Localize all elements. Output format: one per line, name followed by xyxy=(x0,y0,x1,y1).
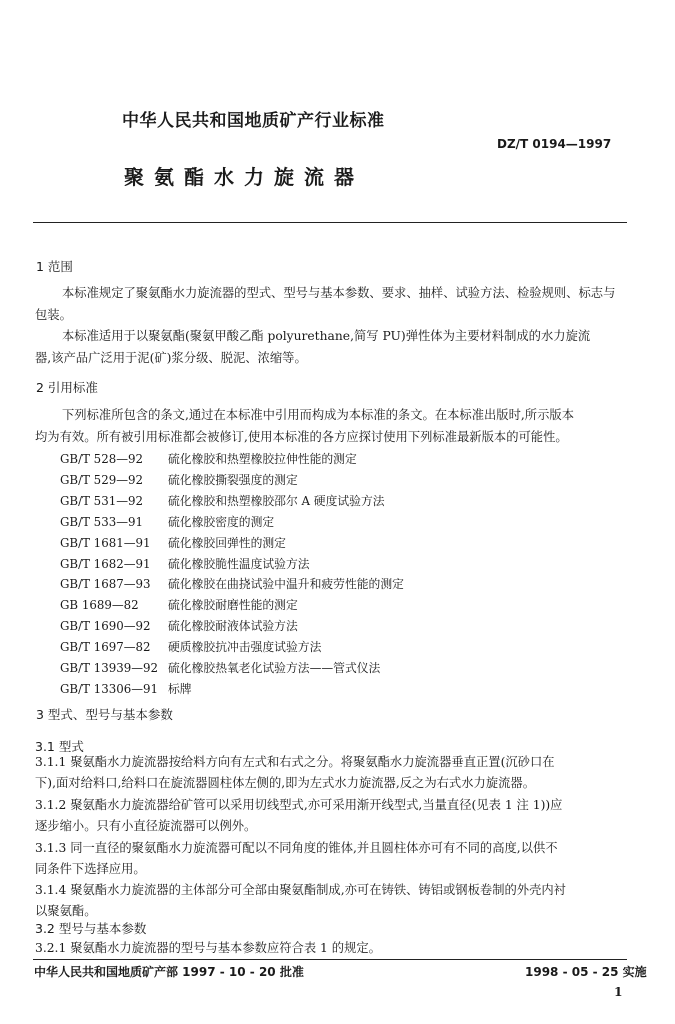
paragraph-line: 3.2.1 聚氨酯水力旋流器的型号与基本参数应符合表 1 的规定。 xyxy=(35,941,381,955)
reference-title: 硫化橡胶脆性温度试验方法 xyxy=(168,556,310,571)
paragraph-line: 3.1.4 聚氨酯水力旋流器的主体部分可全部由聚氨酯制成,亦可在铸铁、铸铝或钢板卷制的外壳内衬 xyxy=(35,883,566,897)
reference-code: GB/T 528—92 xyxy=(60,452,144,466)
approval-note: 中华人民共和国地质矿产部 1997 - 10 - 20 批准 xyxy=(34,965,304,979)
reference-item xyxy=(60,555,310,572)
reference-code: GB/T 1697—82 xyxy=(60,640,151,655)
reference-item xyxy=(60,638,321,655)
standard-code: DZ/T 0194—1997 xyxy=(497,137,612,151)
reference-title: 硫化橡胶在曲挠试验中温升和疲劳性能的测定 xyxy=(168,577,404,592)
reference-title: 硫化橡胶耐磨性能的测定 xyxy=(168,598,298,613)
reference-title: 硫化橡胶和热塑橡胶拉伸性能的测定 xyxy=(168,452,357,466)
standard-category: 中华人民共和国地质矿产行业标准 xyxy=(122,111,385,131)
reference-code: GB/T 531—92 xyxy=(60,493,144,508)
paragraph-line: 3.1.2 聚氨酯水力旋流器给矿管可以采用切线型式,亦可采用渐开线型式,当量直径(见表 1 注 1))应 xyxy=(35,798,563,812)
reference-item xyxy=(60,513,274,530)
page-number: 1 xyxy=(614,984,623,999)
reference-item xyxy=(60,680,192,697)
paragraph-line: 同条件下选择应用。 xyxy=(35,862,146,876)
reference-code: GB/T 1681—91 xyxy=(60,535,151,550)
paragraph-line: 本标准适用于以聚氨酯(聚氨甲酸乙酯 polyurethane,简写 PU)弹性体为主要材料制成的水力旋流 xyxy=(62,329,591,343)
paragraph-line: 包装。 xyxy=(35,308,72,322)
reference-title: 硫化橡胶耐液体试验方法 xyxy=(168,619,298,634)
paragraph-line: 3.1.3 同一直径的聚氨酯水力旋流器可配以不同角度的锥体,并且圆柱体亦可有不同的高度,以供不 xyxy=(35,841,558,855)
header-rule xyxy=(33,222,627,223)
reference-item xyxy=(60,659,380,676)
reference-item xyxy=(60,471,298,488)
paragraph-line: 本标准规定了聚氨酯水力旋流器的型式、型号与基本参数、要求、抽样、试验方法、检验规则、标志与 xyxy=(62,286,616,300)
paragraph-line: 逐步缩小。只有小直径旋流器可以例外。 xyxy=(35,819,257,833)
section-3-heading: 3 型式、型号与基本参数 xyxy=(36,707,173,722)
reference-title: 标牌 xyxy=(168,681,192,696)
reference-code: GB 1689—82 xyxy=(60,598,139,613)
implementation-date: 1998 - 05 - 25 实施 xyxy=(525,965,647,979)
reference-title: 硫化橡胶和热塑橡胶邵尔 A 硬度试验方法 xyxy=(168,493,385,508)
reference-code: GB/T 13939—92 xyxy=(60,661,159,675)
reference-item xyxy=(60,617,298,634)
reference-code: GB/T 1687—93 xyxy=(60,577,151,592)
section-3-2-heading: 3.2 型号与基本参数 xyxy=(35,921,147,936)
reference-code: GB/T 1682—91 xyxy=(60,556,151,571)
footer-rule xyxy=(33,959,627,960)
paragraph-line: 下列标准所包含的条文,通过在本标准中引用而构成为本标准的条文。在本标准出版时,所示版本 xyxy=(62,408,574,422)
reference-title: 硫化橡胶回弹性的测定 xyxy=(168,535,286,550)
section-1-heading: 1 范围 xyxy=(36,259,73,274)
reference-code: GB/T 529—92 xyxy=(60,472,144,487)
paragraph-line: 均为有效。所有被引用标准都会被修订,使用本标准的各方应探讨使用下列标准最新版本的可能性。 xyxy=(35,430,568,444)
reference-item xyxy=(60,575,404,592)
reference-code: GB/T 13306—91 xyxy=(60,681,159,696)
reference-code: GB/T 533—91 xyxy=(60,514,144,529)
paragraph-line: 3.1.1 聚氨酯水力旋流器按给料方向有左式和右式之分。将聚氨酯水力旋流器垂直正置(沉砂口在 xyxy=(35,755,555,769)
reference-title: 硫化橡胶热氧老化试验方法——管式仪法 xyxy=(168,661,381,675)
paragraph-line: 以聚氨酯。 xyxy=(35,904,97,918)
document-title: 聚氨酯水力旋流器 xyxy=(124,165,364,189)
reference-item xyxy=(60,492,385,509)
section-2-heading: 2 引用标准 xyxy=(36,380,98,395)
reference-title: 硬质橡胶抗冲击强度试验方法 xyxy=(168,640,322,655)
reference-item xyxy=(60,450,357,467)
paragraph-line: 器,该产品广泛用于泥(矿)浆分级、脱泥、浓缩等。 xyxy=(35,351,307,365)
section-3-1-heading: 3.1 型式 xyxy=(35,739,84,754)
reference-title: 硫化橡胶撕裂强度的测定 xyxy=(168,472,298,487)
reference-item xyxy=(60,596,298,613)
paragraph-line: 下),面对给料口,给料口在旋流器圆柱体左侧的,即为左式水力旋流器,反之为右式水力旋流器。 xyxy=(35,776,536,790)
reference-title: 硫化橡胶密度的测定 xyxy=(168,514,275,529)
reference-item xyxy=(60,534,286,551)
reference-code: GB/T 1690—92 xyxy=(60,619,151,634)
